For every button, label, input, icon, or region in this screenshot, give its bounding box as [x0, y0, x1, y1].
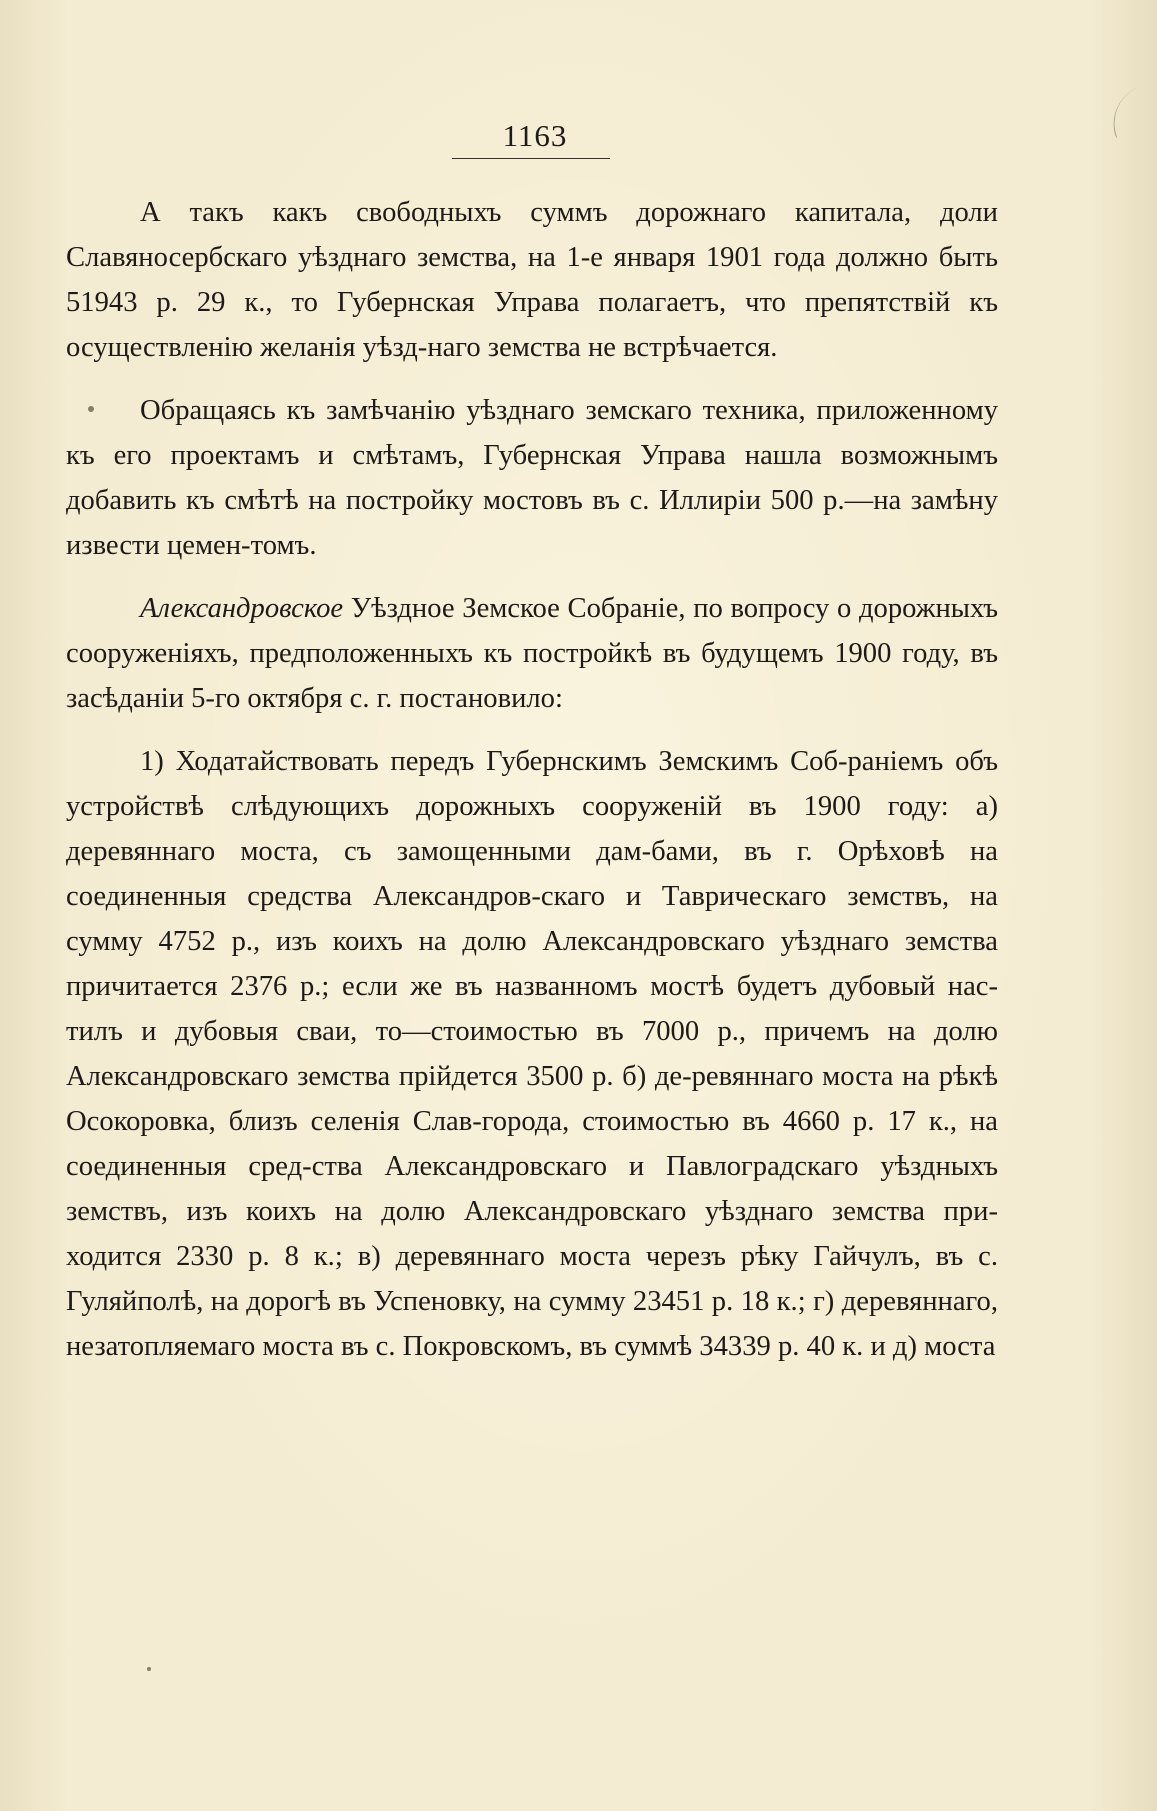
paragraph-text: Обращаясь къ замѣчанію уѣзднаго земскаго техника, приложенному къ его проектамъ и смѣтамъ, Губернская Управа нашла возможнымъ добавить къ смѣтѣ на постройку мостовъ въ с. Иллиріи 500 р.—на замѣну извести цемен-томъ. [66, 395, 998, 561]
paragraph-lead-italic: Александровское [140, 593, 344, 624]
page-corner-mark [1102, 86, 1154, 138]
paragraph-free-funds [66, 190, 998, 370]
paragraph-text: 1) Ходатайствовать передъ Губернскимъ Земскимъ Соб-раніемъ объ устройствѣ слѣдующихъ дорожныхъ сооруженій въ 1900 году: а) деревяннаго моста, съ замощенными дам-бами, въ г. Орѣховѣ на соединенныя средства Александров-скаго и Таврическаго земствъ, на сумму 4752 р., изъ коихъ на долю Александровскаго уѣзднаго земства причитается 2376 р.; если же въ названномъ мостѣ будетъ дубовый нас-тилъ и дубовыя сваи, то—стоимостью въ 7000 р., причемъ на долю Александровскаго земства прійдется 3500 р. б) де-ревяннаго моста на рѣкѣ Осокоровка, близъ селенія Слав-города, стоимостью въ 4660 р. 17 к., на соединенныя сред-ства Александровскаго и Павлоградскаго уѣздныхъ земствъ, изъ коихъ на долю Александровскаго уѣзднаго земства при-ходится 2330 р. 8 к.; в) деревяннаго моста черезъ рѣку Гайчулъ, въ с. Гуляйполѣ, на дорогѣ въ Успеновку, на сумму 23451 р. 18 к.; г) деревяннаго, незатопляемаго моста въ с. Покровскомъ, въ суммѣ 34339 р. 40 к. и д) моста [66, 746, 998, 1362]
page-number: 1163 [502, 118, 568, 153]
page-number-rule [452, 158, 610, 159]
ink-speck [88, 406, 94, 412]
paragraph-text: А такъ какъ свободныхъ суммъ дорожнаго капитала, доли Славяносербскаго уѣзднаго земства, на 1-е января 1901 года должно быть 51943 р. 29 к., то Губернская Управа полагаетъ, что препятствій къ осуществленію желанія уѣзд-наго земства не встрѣчается. [66, 197, 998, 363]
paragraph-alexandrovsk-assembly [66, 586, 998, 721]
body-text [66, 190, 998, 1387]
paragraph-technician-remark [66, 388, 998, 568]
paragraph-petition-item-1 [66, 739, 998, 1369]
ink-speck [147, 1667, 151, 1671]
paragraph-text: Уѣздное Земское Собраніе, по вопросу о дорожныхъ сооруженіяхъ, предположенныхъ къ постройкѣ въ будущемъ 1900 году, въ засѣданіи 5-го октября с. г. постановило: [66, 593, 998, 714]
